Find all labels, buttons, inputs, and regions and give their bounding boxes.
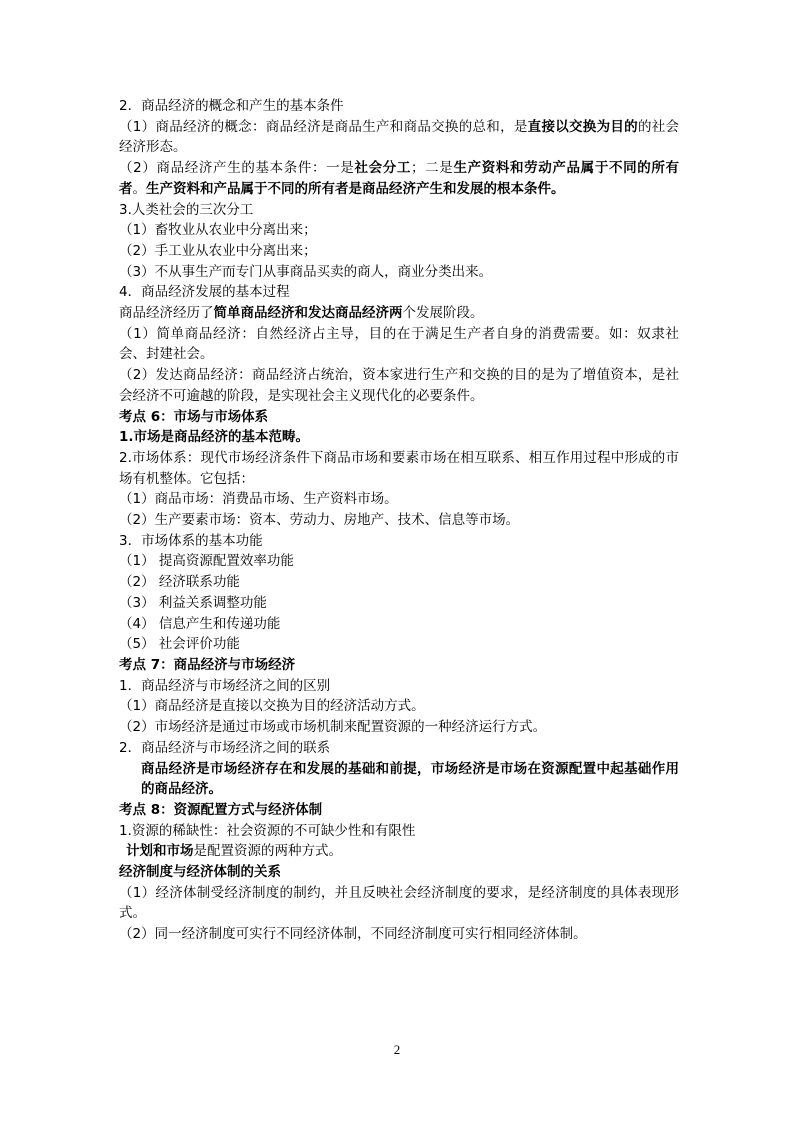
text-span: 的社会经济形态。 (119, 118, 680, 156)
text-line (119, 676, 679, 697)
text-span: （2） 经济联系功能 (119, 574, 240, 591)
text-line (119, 738, 679, 759)
text-span: （3）不从事生产而专门从事商品买卖的商人，商业分类出来。 (119, 263, 493, 280)
text-span: （4） 信息产生和传递功能 (119, 615, 281, 632)
bold-text: 考点 6：市场与市场体系 (119, 408, 269, 425)
text-span: ；二是 (411, 160, 454, 177)
text-span: 个发展阶段。 (402, 305, 484, 322)
text-line (119, 282, 679, 303)
bold-text: 商品经济是市场经济存在和发展的基础和前提，市场经济是市场在资源配置中起基础作用的商品经济。 (141, 760, 679, 798)
text-span: （1）商品经济的概念：商品经济是商品生产和商品交换的总和，是 (119, 118, 528, 135)
text-line (119, 759, 679, 800)
text-line (119, 696, 679, 717)
bold-text: 计划和市场 (126, 843, 194, 860)
bold-text: 简单商品经济和发达商品经济两 (213, 305, 403, 322)
text-span: 1.资源的稀缺性：社会资源的不可缺少性和有限性 (119, 822, 416, 839)
text-line (119, 200, 679, 221)
text-line (119, 924, 679, 945)
text-span: （2）发达商品经济：商品经济占统治，资本家进行生产和交换的目的是为了增值资本，是社会经济不可逾越的阶段，是实现社会主义现代化的必要条件。 (119, 367, 679, 404)
text-line (119, 262, 679, 283)
bold-text: 经济制度与经济体制的关系 (119, 864, 281, 881)
text-span: （2）同一经济制度可实行不同经济体制，不同经济制度可实行相同经济体制。 (119, 926, 587, 943)
bold-text: 直接以交换为目的 (527, 118, 638, 135)
text-span: 3.人类社会的三次分工 (119, 201, 254, 218)
text-span: 2.市场体系：现代市场经济条件下商品市场和要素市场在相互联系、相互作用过程中形成的市场有机整体。它包括： (119, 449, 679, 487)
text-line (119, 593, 679, 614)
text-line (119, 634, 679, 655)
text-span: 是配置资源的两种方式。 (193, 843, 342, 860)
text-span: （2）市场经济是通过市场或市场机制来配置资源的一种经济运行方式。 (119, 719, 547, 736)
text-span: 。 (132, 180, 146, 197)
text-line (119, 407, 679, 428)
text-line (119, 821, 679, 842)
text-line (119, 220, 679, 241)
text-span: （1）经济体制受经济制度的制约，并且反映社会经济制度的要求，是经济制度的具体表现形式。 (119, 884, 679, 922)
bold-text: 1.市场是商品经济的基本范畴。 (119, 429, 310, 446)
page-number: 2 (393, 1042, 401, 1057)
text-line (119, 841, 679, 862)
bold-text: 社会分工 (354, 160, 412, 177)
text-span: （2）生产要素市场：资本、劳动力、房地产、技术、信息等市场。 (119, 512, 520, 529)
text-line (119, 862, 679, 883)
text-span: （1） 提高资源配置效率功能 (119, 553, 294, 570)
text-line (119, 800, 679, 821)
text-line (119, 614, 679, 635)
text-line (119, 427, 679, 448)
text-line (119, 241, 679, 262)
text-span: （1）畜牧业从农业中分离出来； (119, 222, 317, 239)
text-span: 2．商品经济的概念和产生的基本条件 (119, 98, 344, 114)
bold-text: 生产资料和产品属于不同的所有者是商品经济产生和发展的根本条件。 (146, 180, 565, 197)
bold-text: 考点 8：资源配置方式与经济体制 (119, 801, 323, 818)
text-line (119, 510, 679, 531)
text-span: 商品经济经历了 (119, 305, 214, 322)
text-span: （2）商品经济产生的基本条件：一是 (119, 160, 355, 177)
text-line (119, 117, 679, 158)
text-span: （5） 社会评价功能 (119, 636, 240, 653)
text-line (119, 324, 679, 365)
text-span: （1）简单商品经济：自然经济占主导，目的在于满足生产者自身的消费需要。如：奴隶社会、封建社会。 (119, 325, 679, 363)
text-span: （2）手工业从农业中分离出来； (119, 242, 317, 259)
document-body (119, 96, 679, 945)
text-span: 1．商品经济与市场经济之间的区别 (119, 677, 331, 694)
bold-text: 考点 7：商品经济与市场经济 (119, 656, 296, 673)
text-line (119, 883, 679, 924)
text-line (119, 448, 679, 489)
text-line (119, 158, 679, 199)
text-line (119, 531, 679, 552)
text-line (119, 365, 679, 406)
text-span: 3．市场体系的基本功能 (119, 532, 263, 549)
text-line (119, 303, 679, 324)
text-span: 4．商品经济发展的基本过程 (119, 284, 290, 301)
text-line (119, 655, 679, 676)
text-line (119, 572, 679, 593)
text-line (119, 96, 679, 117)
bold-text: 生产资料和劳动产品属于不同的所有者 (119, 160, 680, 197)
text-line (119, 717, 679, 738)
text-span: 2．商品经济与市场经济之间的联系 (119, 739, 331, 756)
text-span: （1）商品经济是直接以交换为目的经济活动方式。 (119, 698, 425, 715)
text-line (119, 489, 679, 510)
text-line (119, 551, 679, 572)
text-span: （1）商品市场：消费品市场、生产资料市场。 (119, 491, 398, 508)
text-span: （3） 利益关系调整功能 (119, 594, 267, 611)
